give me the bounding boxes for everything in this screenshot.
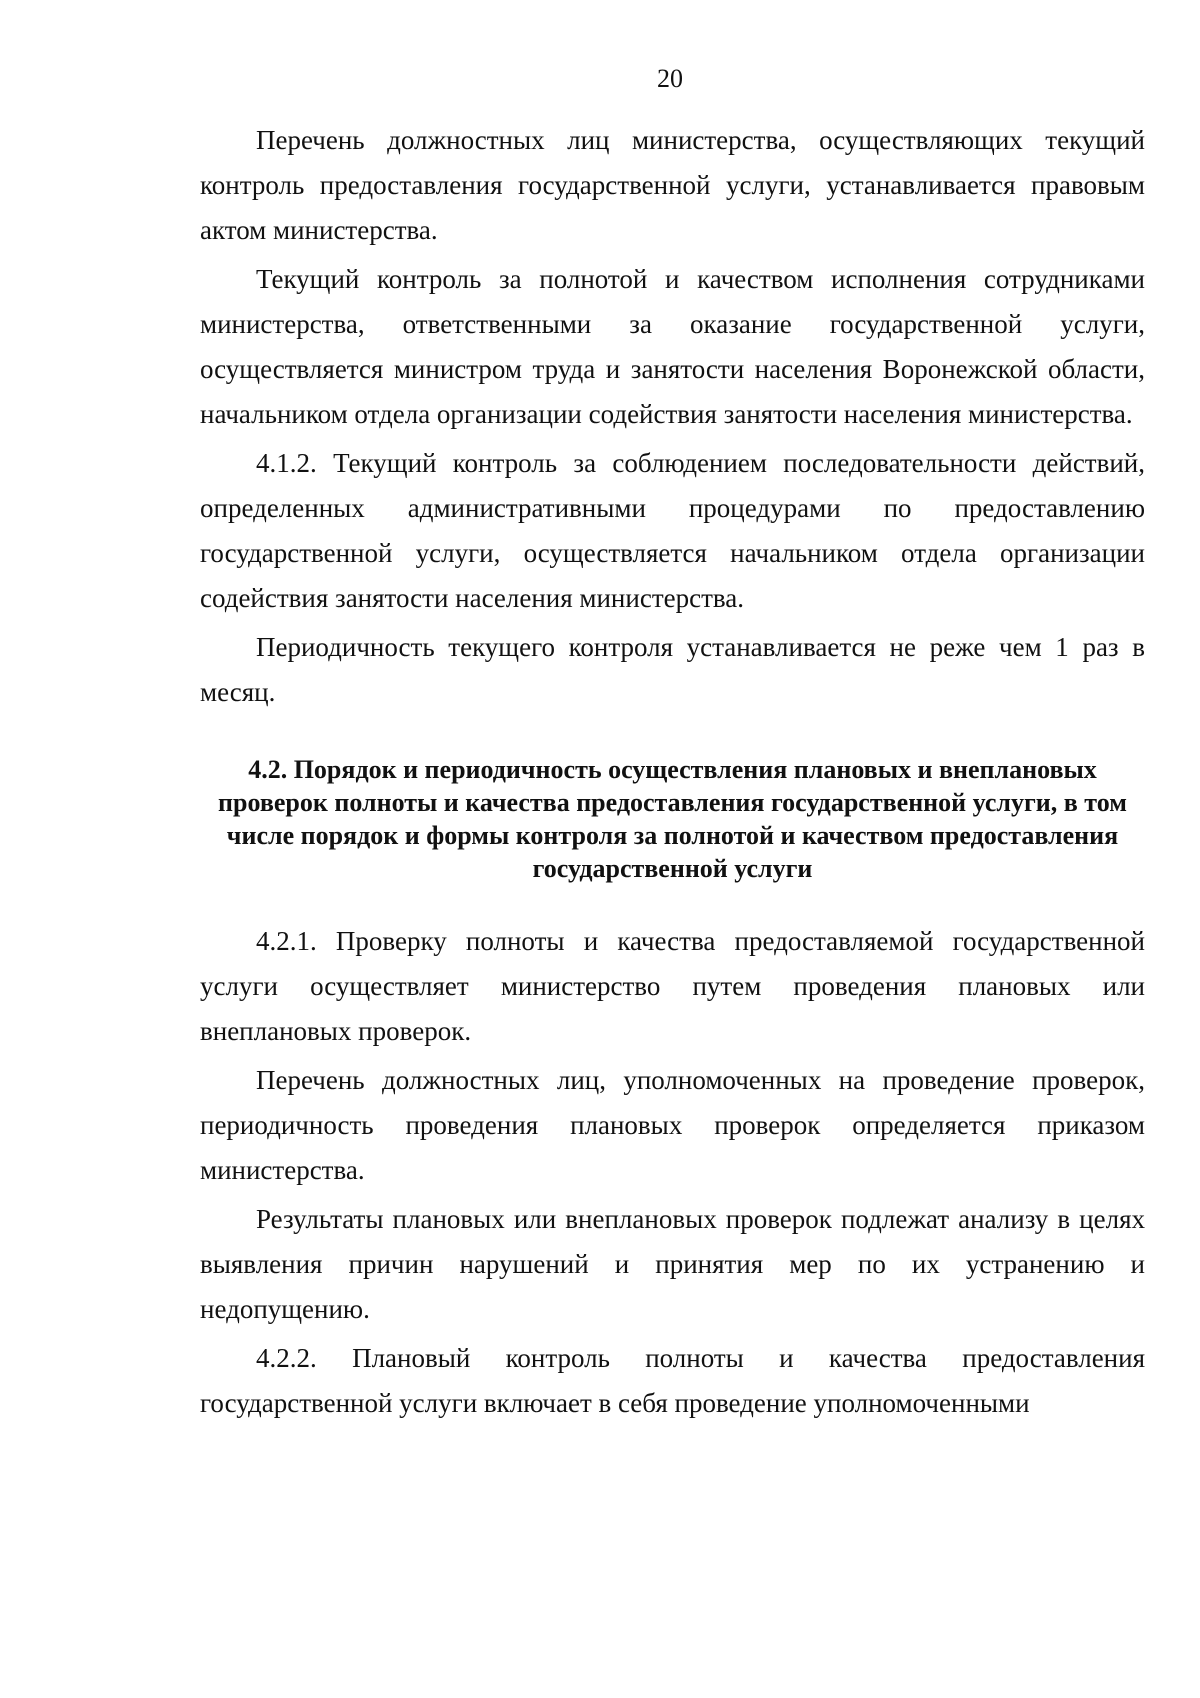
paragraph-inspectors-list: Перечень должностных лиц, уполномоченных на проведение проверок, периодичность проведения плановых проверок определяется приказом министерства.	[200, 1065, 1145, 1185]
paragraph-officials-list: Перечень должностных лиц министерства, осуществляющих текущий контроль предоставления государственной услуги, устанавливается правовым актом министерства.	[200, 125, 1145, 245]
paragraph-results: Результаты плановых или внеплановых проверок подлежат анализу в целях выявления причин нарушений и принятия мер по их устранению и недопущению.	[200, 1204, 1145, 1324]
paragraph-current-control: Текущий контроль за полнотой и качеством исполнения сотрудниками министерства, ответственными за оказание государственной услуги, осуществляется министром труда и занятости населения Воронежской области, начальником отдела организации содействия занятости населения министерства.	[200, 264, 1145, 429]
paragraph-4-2-2: 4.2.2. Плановый контроль полноты и качества предоставления государственной услуги включает в себя проведение уполномоченными	[200, 1343, 1145, 1418]
paragraph-4-2-1: 4.2.1. Проверку полноты и качества предоставляемой государственной услуги осуществляет министерство путем проведения плановых или внеплановых проверок.	[200, 926, 1145, 1046]
page-number: 20	[657, 64, 683, 93]
section-heading-4-2: 4.2. Порядок и периодичность осуществления плановых и внеплановых проверок полноты и качества предоставления государственной услуги, в том числе порядок и формы контроля за полнотой и качеством предоставления государственной услуги	[218, 755, 1127, 883]
document-body	[200, 118, 1145, 1430]
paragraph-4-1-2: 4.1.2. Текущий контроль за соблюдением последовательности действий, определенных административными процедурами по предоставлению государственной услуги, осуществляется начальником отдела организации содействия занятости населения министерства.	[200, 448, 1145, 613]
paragraph-periodicity: Периодичность текущего контроля устанавливается не реже чем 1 раз в месяц.	[200, 632, 1145, 707]
